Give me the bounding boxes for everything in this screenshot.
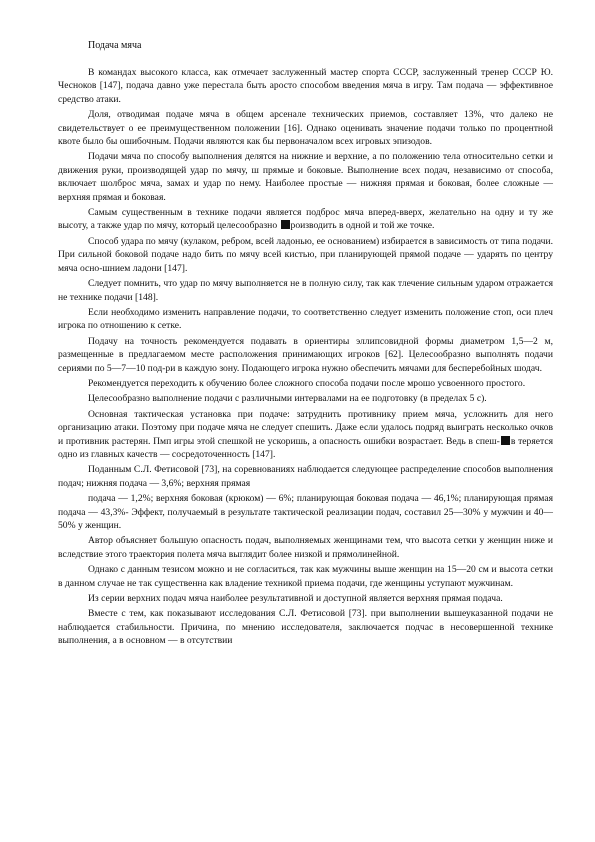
section-title: Подача мяча [88, 40, 142, 51]
paragraph-text: Подачу на точность рекомендуется подавать в ориентиры эллипсовидной формы диаметром 1,5—2 м, размещенные в предлагаемом месте расположения принимающих игроков [62]. Целесообразно выполнять подачи сериями по 5—7—10 под-ри в каждую зону. Подающего игрока нужно обеспечить мячами для бесперебойных шодач. [58, 335, 553, 374]
paragraph-text: Основная тактическая установка при подаче: затруднить противнику прием мяча, усложнить для него организацию атаки. Поэтому при подаче мяча не следует спешить. Даже если удалось подряд выиграть несколько очков и противник растерян. Пмп игры этой спешкой не ускоришь, а опасность ошибки возрастает. Ведь в спеш- [58, 408, 553, 447]
paragraph [58, 277, 553, 304]
paragraph-text: Поданным С.Л. Фетисовой [73], на соревнованиях наблюдается следующее распределение способов выполнения подач; нижняя подача — 3,6%; верхняя прямая [58, 464, 553, 489]
paragraph [58, 492, 553, 532]
paragraph-text: Рекомендуется переходить к обучению более сложного способа подачи после мрошо усвоенного простого. [88, 377, 526, 389]
paragraph [58, 335, 553, 375]
paragraph-text: Следует помнить, что удар по мячу выполняется не в полную силу, так как тлечение сильным ударом отражается не технике подачи [148]. [58, 278, 553, 303]
redaction-block-icon [501, 436, 510, 445]
paragraph [58, 306, 553, 333]
paragraph [58, 235, 553, 275]
paragraph [58, 206, 553, 233]
paragraph-text: Если необходимо изменить направление подачи, то соответственно следует изменить положение стоп, оси плеч игрока по отношению к сетке. [58, 306, 553, 332]
paragraph-text: подача — 1,2%; верхняя боковая (крюком) — 6%; планирующая боковая подача — 46,1%; планирующая прямая подача — 43,3%- Эффект, получаемый в результате тактической реализации подач, составил 25—30% у мужчин и 40—50% у женщин. [58, 493, 553, 531]
paragraph [58, 463, 553, 490]
paragraph [58, 563, 553, 590]
paragraph [58, 108, 553, 148]
paragraph [58, 408, 553, 462]
paragraph [58, 534, 553, 561]
paragraph [58, 607, 553, 647]
paragraph-text: Автор объясняет большую опасность подач, выполняемых женщинами тем, что высота сетки у женщин ниже и вследствие этого траектория полета мяча выглядит более низкой и прямолинейной. [58, 535, 553, 560]
paragraph [58, 392, 553, 405]
paragraph-text-continuation: в теряется одно из главных качеств — сосредоточенность [147]. [58, 435, 553, 460]
body-text [58, 66, 553, 650]
paragraph-text: Вместе с тем, как показывают исследования С.Л. Фетисовой [73]. при выполнении вышеуказанной подачи не наблюдается стабильности. Причина, по мнению исследователя, заключается подчас в несовершенной технике выполнения, а в основном — в отсутствии [58, 608, 553, 647]
paragraph-text: Подачи мяча по способу выполнения делятся на нижние и верхние, а по положению тела относительно сетки и движения руки, производящей удар по мячу, ш прямые и боковые. Выполнение всех подач, независимо от способа, включает шолброс мяча, замах и удар по нему. Наиболее простые — нижняя прямая и боковая, более сложные — верхняя прямая и боковая. [58, 151, 553, 203]
paragraph-text: Однако с данным тезисом можно и не согласиться, так как мужчины выше женщин на 15—20 см и высота сетки в данном случае не так существенна как владение техникой приема подачи, где женщины уступают мужчинам. [58, 564, 553, 589]
paragraph-text: Способ удара по мячу (кулаком, ребром, всей ладонью, ее основанием) избирается в зависимость от типа подачи. При сильной боковой подаче надо бить по мячу всей кистью, при планирующей прямой подаче — ударять по центру мяча осно-шнием ладони [147]. [58, 235, 553, 274]
paragraph [58, 150, 553, 204]
redaction-block-icon [281, 220, 290, 229]
paragraph-text: Из серии верхних подач мяча наиболее результативной и доступной является верхняя прямая подача. [88, 593, 503, 605]
paragraph-text: Целесообразно выполнение подачи с различными интервалами на ее подготовку (в пределах 5 с). [88, 393, 487, 405]
paragraph-text-continuation: роизводить в одной и той же точке. [290, 220, 435, 232]
paragraph [58, 66, 553, 106]
paragraph [58, 377, 553, 390]
paragraph-text: Доля, отводимая подаче мяча в общем арсенале технических приемов, составляет 13%, что далеко не свидетельствует о ее преимущественном положении [16]. Однако оценивать значение подачи только по процентной квоте было бы ошибочным. Подачи являются как бы первоначалом всех игровых эпизодов. [58, 109, 553, 148]
paragraph-text: Самым существенным в технике подачи является подброс мяча вперед-вверх, желательно на одну и ту же высоту, а также удар по мячу, который целесообразно [58, 207, 553, 232]
paragraph [58, 592, 553, 605]
paragraph-text: В командах высокого класса, как отмечает заслуженный мастер спорта СССР, заслуженный тренер СССР Ю. Чесноков [147], подача давно уже перестала быть аросто способом введения мяча в игру. Там подача — эффективное средство атаки. [58, 67, 553, 105]
